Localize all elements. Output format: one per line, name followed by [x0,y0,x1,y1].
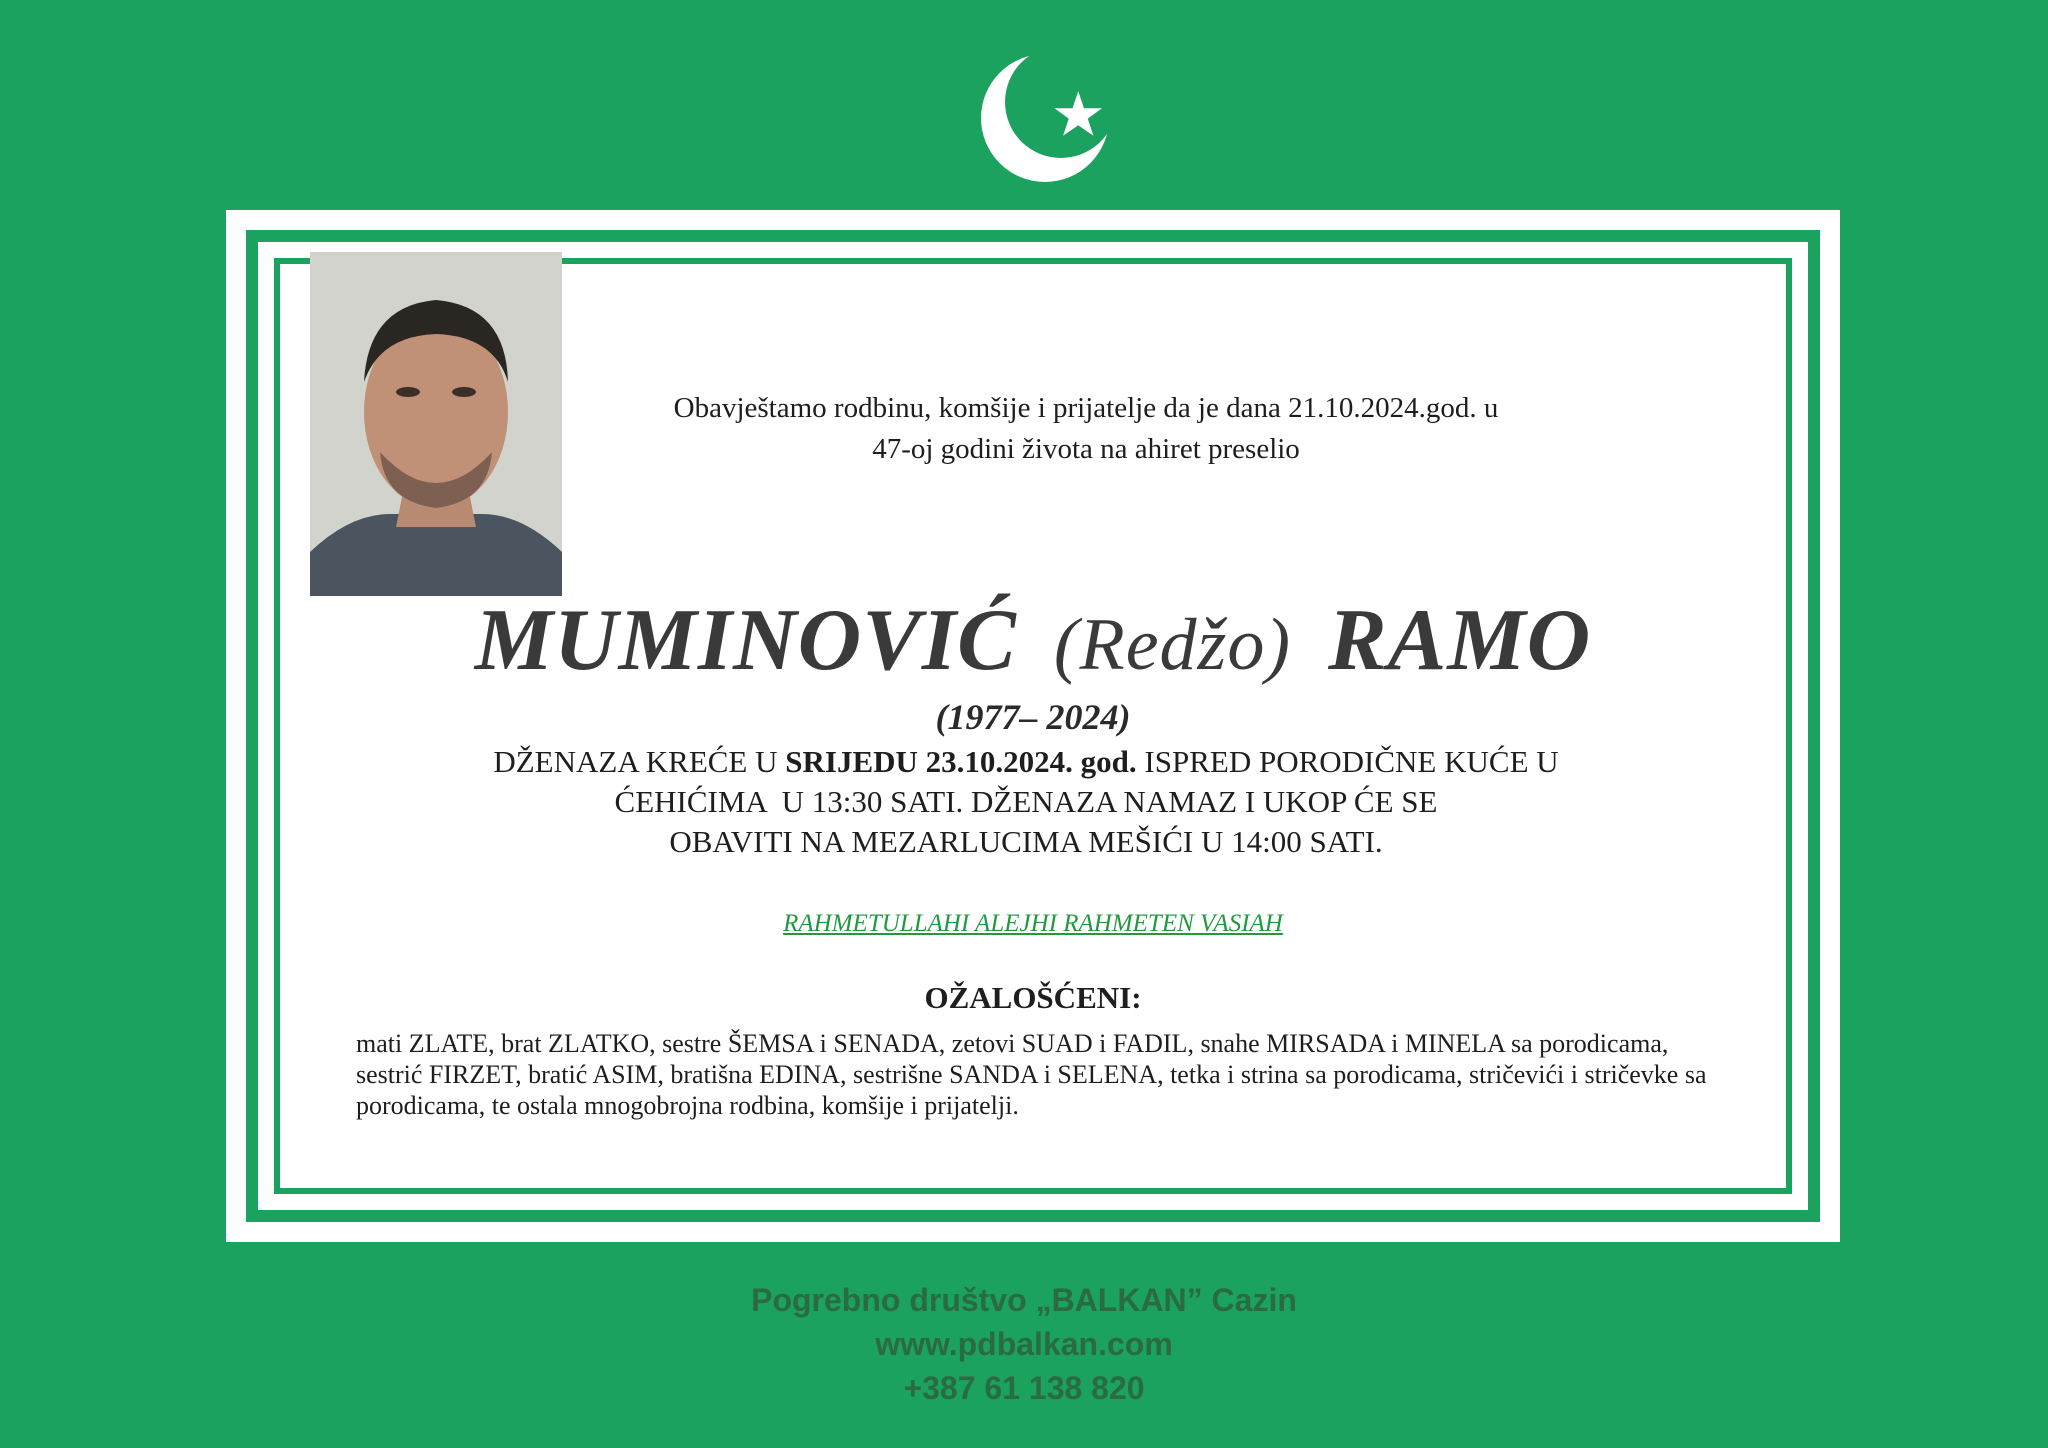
funeral-post: ISPRED PORODIČNE KUĆE U [1136,744,1559,779]
first-name: RAMO [1327,592,1592,689]
company-phone: +387 61 138 820 [903,1370,1145,1406]
intro-line-2: 47-oj godini života na ahiret preselio [872,433,1300,465]
funeral-line-3: OBAVITI NA MEZARLUCIMA MEŠIĆI U 14:00 SATI. [669,824,1383,859]
funeral-date: SRIJEDU 23.10.2024. god. [785,744,1137,779]
funeral-details [406,742,1646,862]
funeral-pre: DŽENAZA KREĆE U [493,744,786,779]
company-website: www.pdbalkan.com [875,1326,1173,1362]
mourners-list: mati ZLATE, brat ZLATKO, sestre ŠEMSA i SENADA, zetovi SUAD i FADIL, snahe MIRSADA i MINELA sa porodicama, sestrić FIRZET, bratić ASIM, bratišna EDINA, sestrišne SANDA i SELENA, tetka i strina sa porodicama, stričevići i stričevke sa porodicama, te ostala mnogobrojna rodbina, komšije i prijatelji. [356,1029,1707,1120]
prayer-text: RAHMETULLAHI ALEJHI RAHMETEN VASIAH [783,910,1283,937]
funeral-line-2: ĆEHIĆIMA U 13:30 SATI. DŽENAZA NAMAZ I UKOP ĆE SE [614,784,1438,819]
crescent-star-icon [975,40,1125,190]
funeral-line-1 [406,742,1646,782]
life-years: (1977– 2024) [935,697,1131,737]
nickname: (Redžo) [1053,604,1291,686]
intro-line-1: Obavještamo rodbinu, komšije i prijatelje da je dana 21.10.2024.god. u [673,392,1499,424]
announcement-text [526,388,1646,470]
mourners-title: OŽALOŠĆENI: [924,980,1142,1015]
obituary-card [226,210,1840,1242]
funeral-company-info [0,1278,2048,1410]
portrait-photo [310,252,562,596]
company-name: Pogrebno društvo „BALKAN” Cazin [751,1282,1297,1318]
deceased-name [326,590,1740,691]
surname: MUMINOVIĆ [474,592,1017,689]
